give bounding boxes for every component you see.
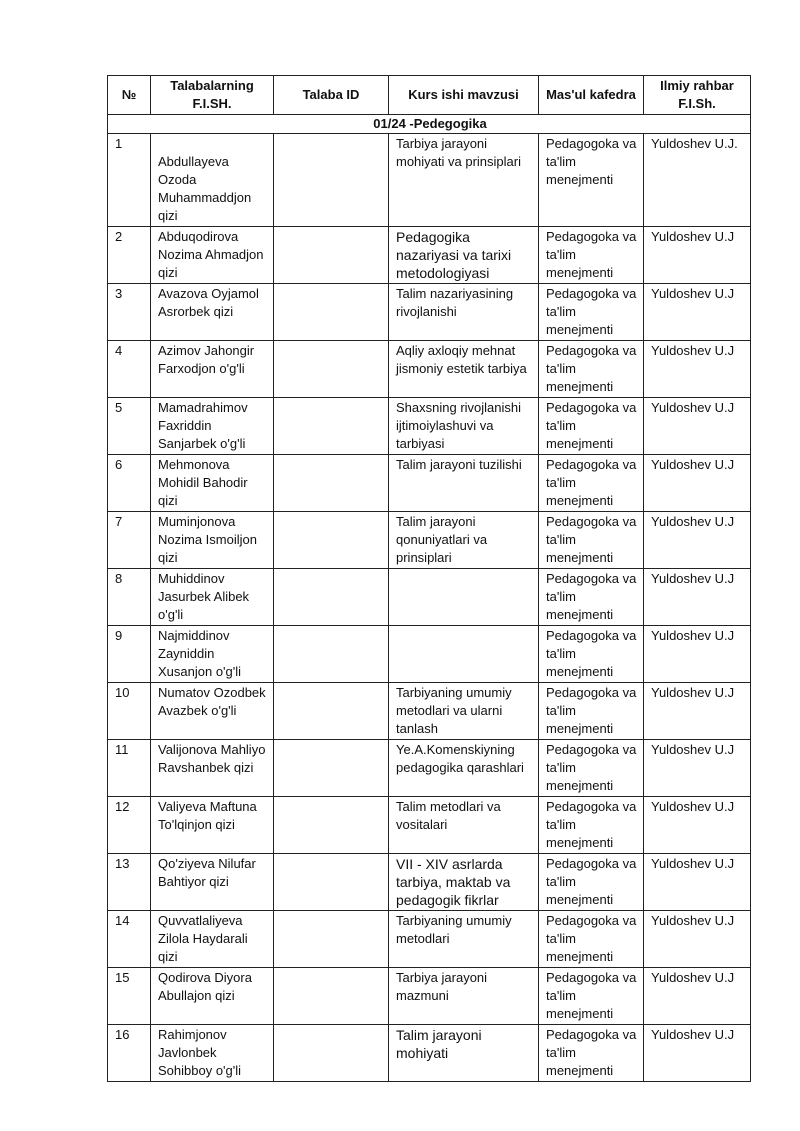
student-id: [274, 968, 389, 1025]
row-number: 12: [108, 797, 151, 854]
table-row: [108, 227, 751, 284]
header-student-id: Talaba ID: [274, 76, 389, 115]
advisor: Yuldoshev U.J: [644, 398, 751, 455]
department: Pedagogoka va ta'lim menejmenti: [539, 968, 644, 1025]
student-id: [274, 683, 389, 740]
row-number: 5: [108, 398, 151, 455]
student-name: Qo'ziyeva Nilufar Bahtiyor qizi: [151, 854, 274, 911]
department: Pedagogoka va ta'lim menejmenti: [539, 134, 644, 227]
student-id: [274, 569, 389, 626]
table-row: [108, 284, 751, 341]
row-number: 14: [108, 911, 151, 968]
table-row: [108, 797, 751, 854]
course-topic: Talim nazariyasining rivojlanishi: [389, 284, 539, 341]
table-row: [108, 512, 751, 569]
advisor: Yuldoshev U.J: [644, 626, 751, 683]
department: Pedagogoka va ta'lim menejmenti: [539, 626, 644, 683]
course-topic: Talim metodlari va vositalari: [389, 797, 539, 854]
student-id: [274, 512, 389, 569]
advisor: Yuldoshev U.J: [644, 683, 751, 740]
row-number: 13: [108, 854, 151, 911]
course-topic: Talim jarayoni tuzilishi: [389, 455, 539, 512]
department: Pedagogoka va ta'lim menejmenti: [539, 683, 644, 740]
row-number: 4: [108, 341, 151, 398]
advisor: Yuldoshev U.J: [644, 740, 751, 797]
course-topic: [389, 626, 539, 683]
course-topic: Tarbiya jarayoni mazmuni: [389, 968, 539, 1025]
student-id: [274, 455, 389, 512]
student-id: [274, 740, 389, 797]
student-name: Mamadrahimov Faxriddin Sanjarbek o'g'li: [151, 398, 274, 455]
student-id: [274, 284, 389, 341]
advisor: Yuldoshev U.J: [644, 797, 751, 854]
advisor: Yuldoshev U.J: [644, 968, 751, 1025]
department: Pedagogoka va ta'lim menejmenti: [539, 854, 644, 911]
student-name: Valiyeva Maftuna To'lqinjon qizi: [151, 797, 274, 854]
table-row: [108, 968, 751, 1025]
row-number: 8: [108, 569, 151, 626]
row-number: 6: [108, 455, 151, 512]
student-id: [274, 134, 389, 227]
row-number: 11: [108, 740, 151, 797]
course-topic: Tarbiyaning umumiy metodlari: [389, 911, 539, 968]
course-topic: Tarbiyaning umumiy metodlari va ularni tanlash: [389, 683, 539, 740]
department: Pedagogoka va ta'lim menejmenti: [539, 398, 644, 455]
student-name: Rahimjonov Javlonbek Sohibboy o'g'li: [151, 1025, 274, 1082]
department: Pedagogoka va ta'lim menejmenti: [539, 227, 644, 284]
header-number: №: [108, 76, 151, 115]
course-topic: Talim jarayoni mohiyati: [389, 1025, 539, 1082]
department: Pedagogoka va ta'lim menejmenti: [539, 740, 644, 797]
student-id: [274, 911, 389, 968]
student-name: Abdullayeva Ozoda Muhammaddjon qizi: [158, 154, 252, 223]
table-row: [108, 341, 751, 398]
row-number: 10: [108, 683, 151, 740]
course-topic: Tarbiya jarayoni mohiyati va prinsiplari: [389, 134, 539, 227]
advisor: Yuldoshev U.J: [644, 1025, 751, 1082]
group-label: 01/24 -Pedegogika: [108, 115, 751, 134]
course-topic: Shaxsning rivojlanishi ijtimoiylashuvi va tarbiyasi: [389, 398, 539, 455]
department: Pedagogoka va ta'lim menejmenti: [539, 911, 644, 968]
header-department: Mas'ul kafedra: [539, 76, 644, 115]
advisor: Yuldoshev U.J.: [644, 134, 751, 227]
course-topic: Talim jarayoni qonuniyatlari va prinsiplari: [389, 512, 539, 569]
student-id: [274, 626, 389, 683]
course-topic: Ye.A.Komenskiyning pedagogika qarashlari: [389, 740, 539, 797]
table-row: [108, 740, 751, 797]
table-row: [108, 911, 751, 968]
advisor: Yuldoshev U.J: [644, 284, 751, 341]
header-student-name: Talabalarning F.I.SH.: [151, 76, 274, 115]
table-row: [108, 626, 751, 683]
department: Pedagogoka va ta'lim menejmenti: [539, 341, 644, 398]
student-name: Abduqodirova Nozima Ahmadjon qizi: [151, 227, 274, 284]
student-name: Qodirova Diyora Abullajon qizi: [151, 968, 274, 1025]
department: Pedagogoka va ta'lim menejmenti: [539, 455, 644, 512]
table-row: [108, 683, 751, 740]
row-number: 9: [108, 626, 151, 683]
table-row: [108, 1025, 751, 1082]
header-row: [108, 76, 751, 115]
advisor: Yuldoshev U.J: [644, 455, 751, 512]
advisor: Yuldoshev U.J: [644, 911, 751, 968]
student-name: Avazova Oyjamol Asrorbek qizi: [151, 284, 274, 341]
course-topic: Pedagogika nazariyasi va tarixi metodologiyasi: [389, 227, 539, 284]
header-course-topic: Kurs ishi mavzusi: [389, 76, 539, 115]
student-id: [274, 227, 389, 284]
course-work-table: [107, 75, 751, 1082]
row-number: 15: [108, 968, 151, 1025]
student-id: [274, 341, 389, 398]
row-number: 16: [108, 1025, 151, 1082]
student-name: Najmiddinov Zayniddin Xusanjon o'g'li: [151, 626, 274, 683]
department: Pedagogoka va ta'lim menejmenti: [539, 569, 644, 626]
table-row: [108, 134, 751, 227]
row-number: 7: [108, 512, 151, 569]
course-topic: [389, 569, 539, 626]
student-id: [274, 1025, 389, 1082]
table-row: [108, 398, 751, 455]
department: Pedagogoka va ta'lim menejmenti: [539, 284, 644, 341]
table-row: [108, 455, 751, 512]
advisor: Yuldoshev U.J: [644, 854, 751, 911]
student-id: [274, 398, 389, 455]
table-row: [108, 569, 751, 626]
row-number: 2: [108, 227, 151, 284]
advisor: Yuldoshev U.J: [644, 227, 751, 284]
advisor: Yuldoshev U.J: [644, 569, 751, 626]
advisor: Yuldoshev U.J: [644, 341, 751, 398]
course-topic: VII - XIV asrlarda tarbiya, maktab va pedagogik fikrlar: [389, 854, 539, 911]
department: Pedagogoka va ta'lim menejmenti: [539, 797, 644, 854]
header-advisor: Ilmiy rahbar F.I.Sh.: [644, 76, 751, 115]
group-row: [108, 115, 751, 134]
department: Pedagogoka va ta'lim menejmenti: [539, 1025, 644, 1082]
student-name-cell: [151, 134, 274, 227]
student-name: Azimov Jahongir Farxodjon o'g'li: [151, 341, 274, 398]
student-id: [274, 854, 389, 911]
row-number: 3: [108, 284, 151, 341]
student-id: [274, 797, 389, 854]
advisor: Yuldoshev U.J: [644, 512, 751, 569]
student-name: Valijonova Mahliyo Ravshanbek qizi: [151, 740, 274, 797]
student-name: Muhiddinov Jasurbek Alibek o'g'li: [151, 569, 274, 626]
table-row: [108, 854, 751, 911]
student-name: Numatov Ozodbek Avazbek o'g'li: [151, 683, 274, 740]
course-topic: Aqliy axloqiy mehnat jismoniy estetik tarbiya: [389, 341, 539, 398]
student-name: Muminjonova Nozima Ismoiljon qizi: [151, 512, 274, 569]
row-number: 1: [108, 134, 151, 227]
student-name: Quvvatlaliyeva Zilola Haydarali qizi: [151, 911, 274, 968]
student-name: Mehmonova Mohidil Bahodir qizi: [151, 455, 274, 512]
department: Pedagogoka va ta'lim menejmenti: [539, 512, 644, 569]
